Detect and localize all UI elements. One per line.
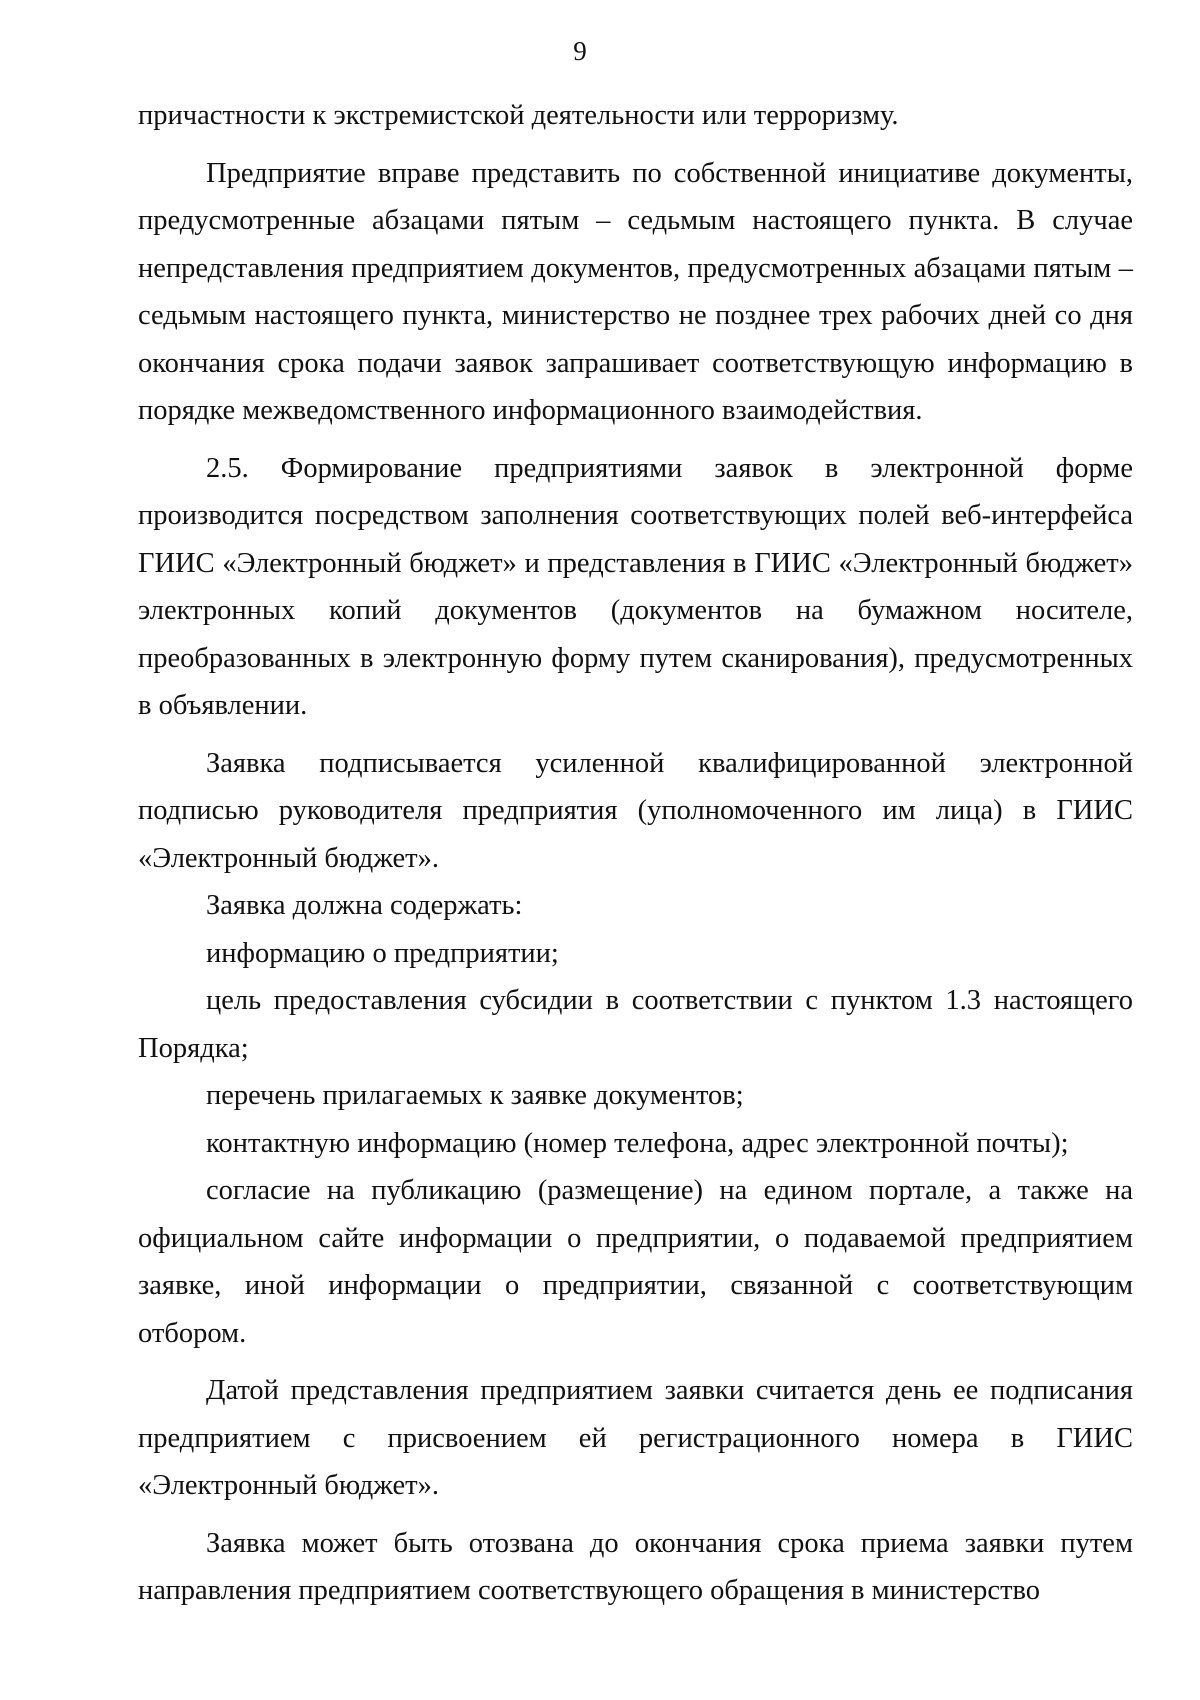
paragraph: Заявка может быть отозвана до окончания срока приема заявки путем направления предприятием соответствующего обращения в министерство	[138, 1527, 1133, 1606]
paragraph-section-2-5: 2.5. Формирование предприятиями заявок в электронной форме производится посредством заполнения соответствующих полей веб-интерфейса ГИИС «Электронный бюджет» и представления в ГИИС «Электронный бюджет» электронных копий документов (документов на бумажном носителе, преобразованных в электронную форму путем сканирования), предусмотренных в объявлении.	[138, 452, 1133, 721]
document-body	[138, 92, 1133, 1615]
list-item: перечень прилагаемых к заявке документов;	[206, 1080, 744, 1111]
list-item: контактную информацию (номер телефона, адрес электронной почты);	[206, 1127, 1069, 1159]
list-item: цель предоставления субсидии в соответствии с пунктом 1.3 настоящего Порядка;	[138, 985, 1133, 1064]
page-number: 9	[573, 36, 587, 66]
paragraph: Предприятие вправе представить по собственной инициативе документы, предусмотренные абзацами пятым – седьмым настоящего пункта. В случае непредставления предприятием документов, предусмотренных абзацами пятым – седьмым настоящего пункта, министерство не позднее трех рабочих дней со дня окончания срока подачи заявок запрашивает соответствующую информацию в порядке межведомственного информационного взаимодействия.	[138, 157, 1133, 426]
list-item: согласие на публикацию (размещение) на едином портале, а также на официальном сайте информации о предприятии, о подаваемой предприятием заявке, иной информации о предприятии, связанной с соответствующим отбором.	[138, 1175, 1133, 1349]
list-item: информацию о предприятии;	[206, 937, 559, 969]
paragraph: Заявка подписывается усиленной квалифицированной электронной подписью руководителя предприятия (уполномоченного им лица) в ГИИС «Электронный бюджет».	[138, 747, 1133, 874]
paragraph: Датой представления предприятием заявки считается день ее подписания предприятием с присвоением ей регистрационного номера в ГИИС «Электронный бюджет».	[138, 1375, 1133, 1501]
paragraph: причастности к экстремистской деятельности или терроризму.	[138, 100, 899, 131]
paragraph: Заявка должна содержать:	[206, 890, 523, 921]
